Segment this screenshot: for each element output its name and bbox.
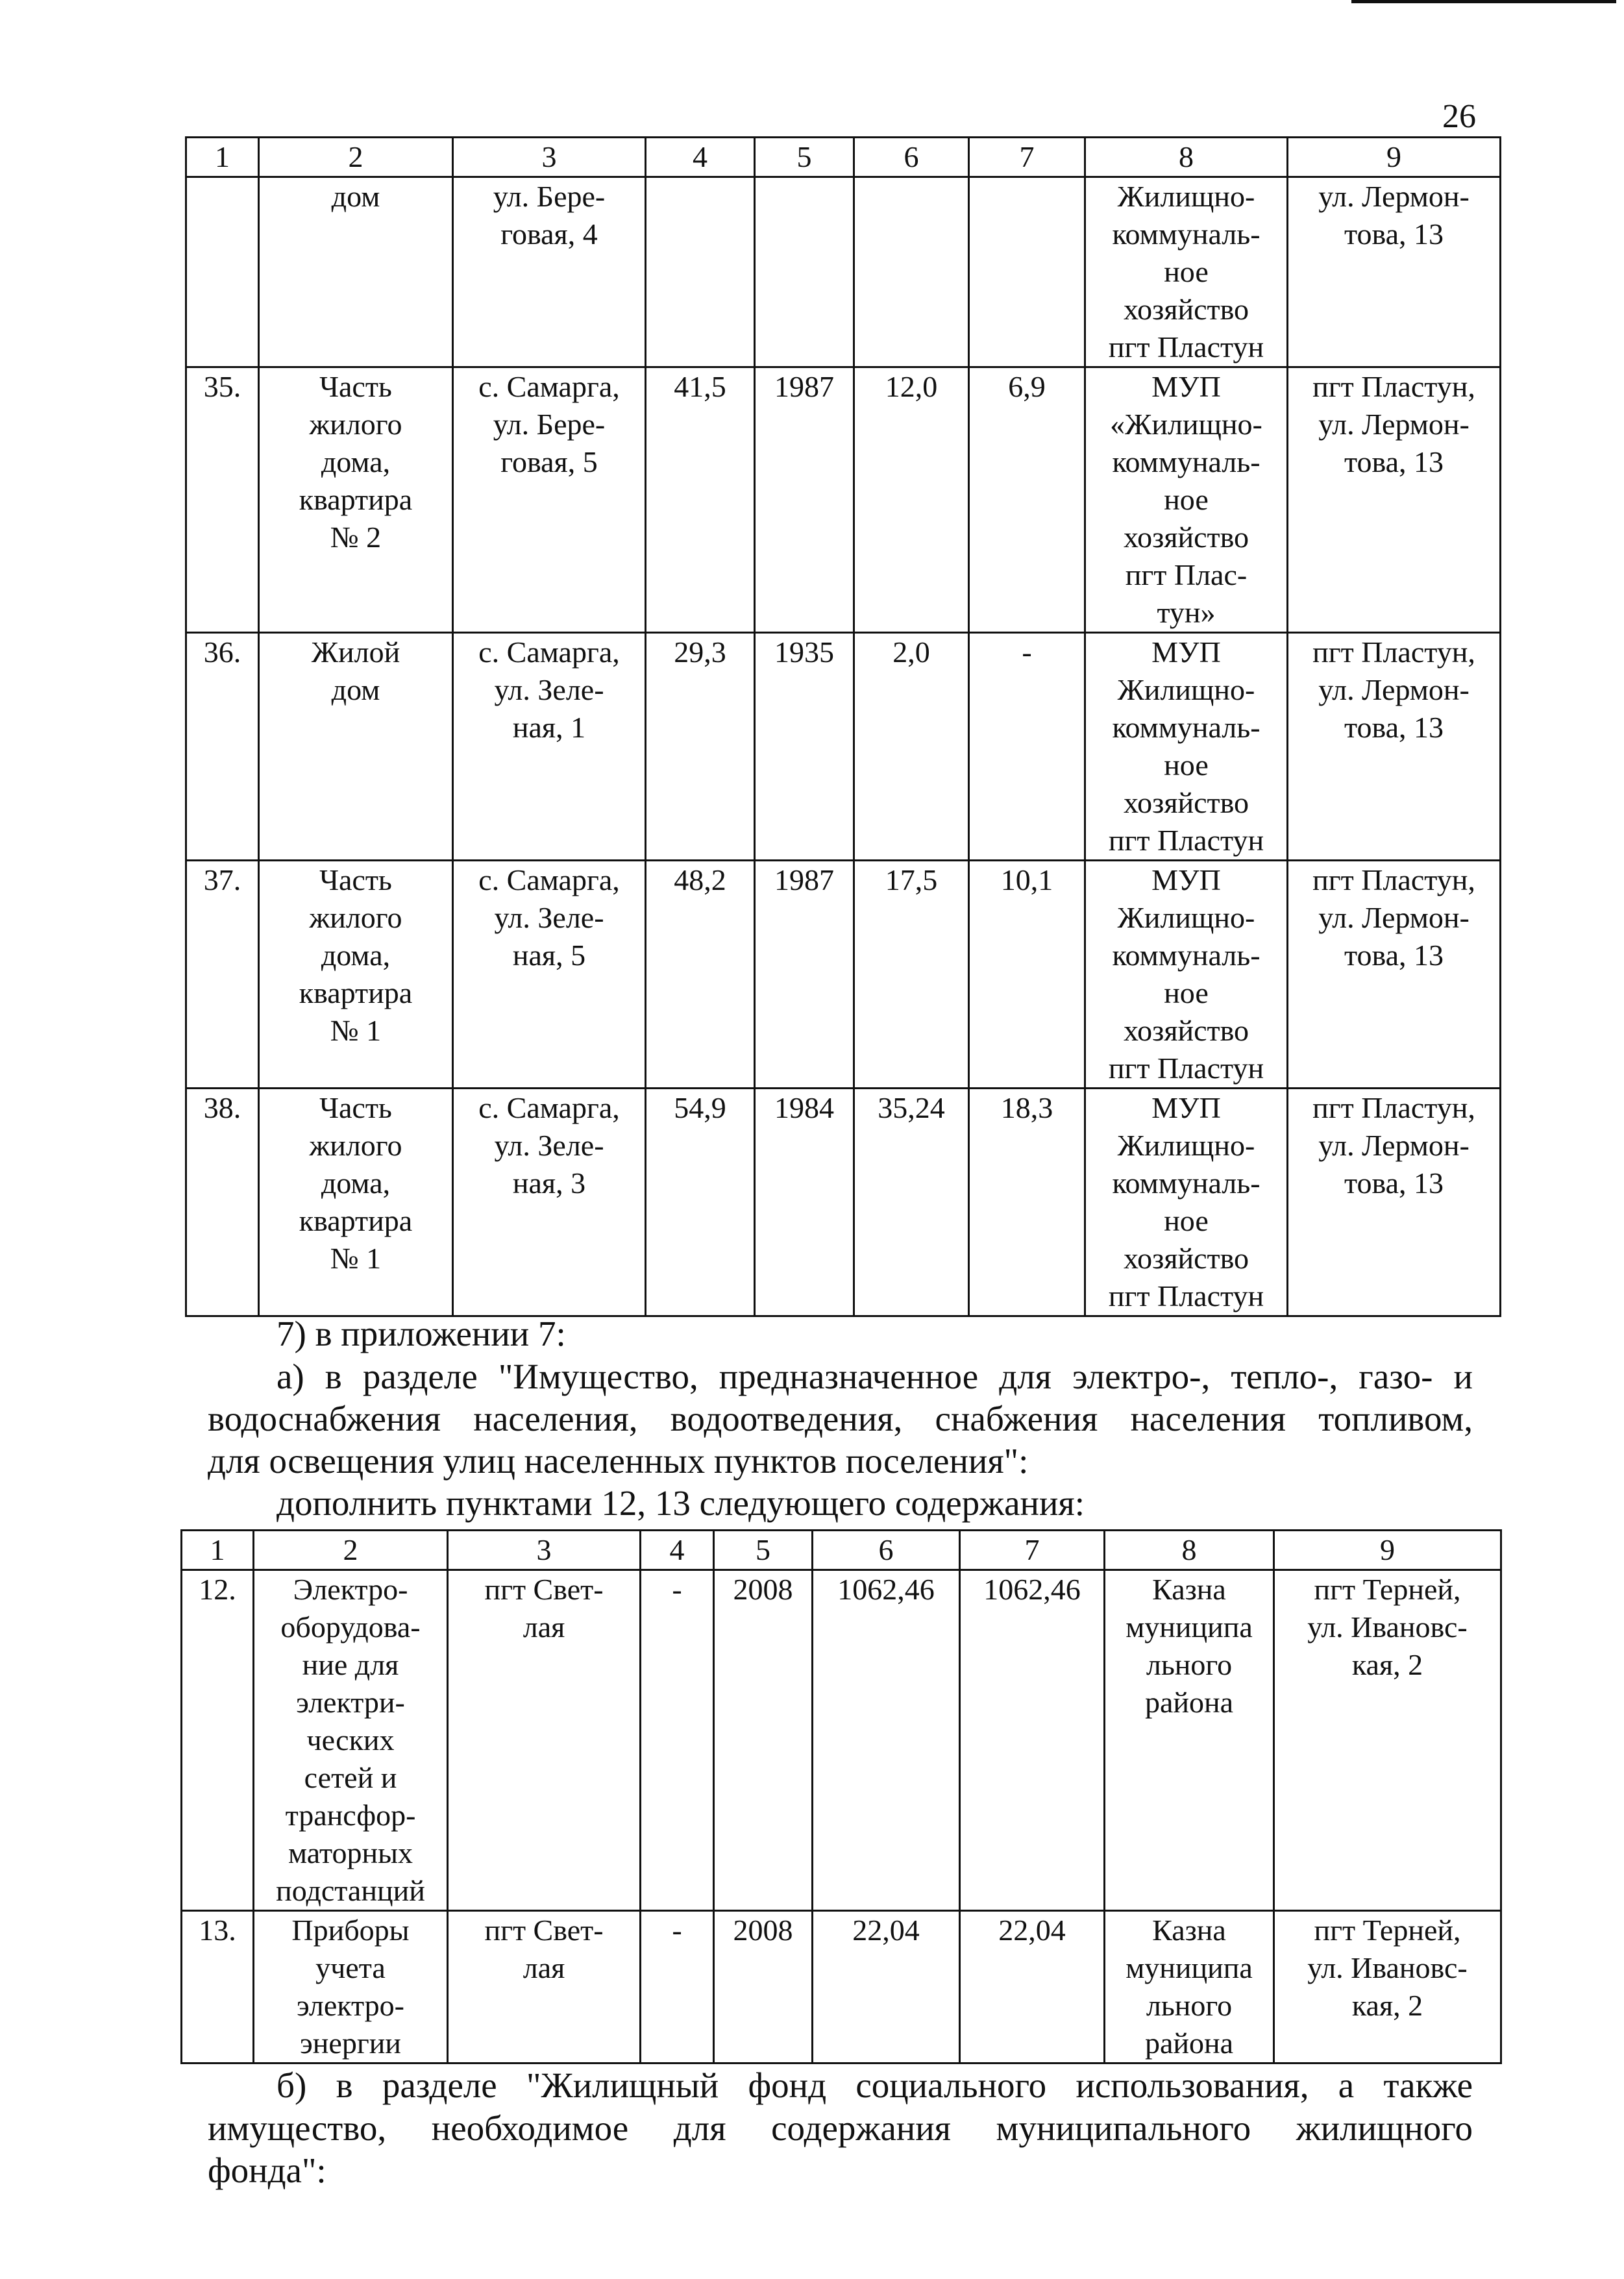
cell-book-value (854, 1089, 969, 1316)
cell-text-line: лая (523, 1610, 565, 1644)
cell-year (714, 1570, 813, 1911)
cell-text-line: ное (1164, 483, 1209, 516)
cell-text-line: энергии (300, 2026, 401, 2060)
cell-text-line: 10,1 (1000, 863, 1053, 896)
cell-text-line: кая, 2 (1351, 1648, 1423, 1681)
cell-address (453, 367, 646, 633)
cell-text-line: ул. Зеле- (494, 901, 604, 934)
cell-text-line: дом (331, 673, 380, 706)
column-number-cell: 9 (1288, 138, 1501, 177)
cell-holder-address (1288, 177, 1501, 367)
cell-text-line: хозяйство (1123, 293, 1249, 326)
column-number-cell: 2 (259, 138, 453, 177)
cell-object-name (254, 1570, 448, 1911)
cell-text-line: пгт Пластун, (1312, 1091, 1475, 1124)
cell-text-line: хозяйство (1123, 786, 1249, 819)
cell-book-value (854, 367, 969, 633)
cell-text-line: маторных (288, 1836, 413, 1869)
cell-residual-value (969, 367, 1085, 633)
cell-residual-value (960, 1570, 1105, 1911)
cell-text-line: муниципа (1126, 1951, 1253, 1984)
cell-holder-address (1288, 367, 1501, 633)
cell-text-line: № 2 (330, 521, 382, 554)
cell-year (755, 1089, 854, 1316)
cell-holder-address (1274, 1911, 1501, 2063)
cell-text-line: 1062,46 (983, 1573, 1081, 1606)
cell-text-line: Жилищно- (1117, 901, 1255, 934)
table-row (186, 1089, 1501, 1316)
column-number-cell: 4 (646, 138, 755, 177)
column-number-cell: 5 (714, 1531, 813, 1570)
cell-text-line: жилого (309, 408, 402, 441)
cell-text-line: МУП (1151, 370, 1221, 403)
cell-object-name (254, 1911, 448, 2063)
cell-text-line: ная, 3 (512, 1166, 586, 1200)
cell-text-line: коммуналь- (1112, 217, 1261, 251)
cell-text-line: района (1144, 2026, 1234, 2060)
cell-holder (1085, 177, 1288, 367)
cell-text-line: лая (523, 1951, 565, 1984)
column-number-header-row (186, 138, 1501, 177)
cell-holder-address (1274, 1570, 1501, 1911)
cell-text-line: ное (1164, 1204, 1209, 1237)
cell-address (453, 861, 646, 1089)
cell-year (755, 633, 854, 861)
column-number-cell: 7 (960, 1531, 1105, 1570)
cell-text-line: № 1 (330, 1014, 382, 1047)
cell-item-number (182, 1570, 254, 1911)
cell-address (448, 1570, 641, 1911)
cell-text-line: ная, 1 (512, 711, 586, 744)
cell-address (448, 1911, 641, 2063)
table-row (186, 633, 1501, 861)
cell-area (641, 1911, 714, 2063)
column-number-cell: 3 (448, 1531, 641, 1570)
cell-holder-address (1288, 1089, 1501, 1316)
cell-holder (1085, 367, 1288, 633)
cell-text-line: пгт Пластун, (1312, 863, 1475, 896)
cell-text-line: Жилищно- (1117, 673, 1255, 706)
column-number-cell: 1 (186, 138, 259, 177)
cell-text-line: 35. (203, 370, 241, 403)
cell-text-line: 1987 (774, 370, 834, 403)
cell-text-line: коммуналь- (1112, 445, 1261, 478)
cell-text-line: 18,3 (1000, 1091, 1053, 1124)
cell-book-value (813, 1570, 960, 1911)
cell-text-line: 13. (199, 1914, 236, 1947)
cell-text-line: 35,24 (878, 1091, 945, 1124)
cell-holder-address (1288, 633, 1501, 861)
cell-text-line: Жилой (311, 635, 400, 669)
item-7-heading: 7) в приложении 7: (277, 1314, 566, 1353)
cell-area (646, 1089, 755, 1316)
cell-item-number (186, 177, 259, 367)
column-number-header-row (182, 1531, 1501, 1570)
cell-item-number (186, 861, 259, 1089)
subitem-a-line-1: а) в разделе "Имущество, предназначенное для электро-, тепло-, газо- и (277, 1357, 1473, 1396)
cell-text-line: 1984 (774, 1091, 834, 1124)
column-number-cell: 4 (641, 1531, 714, 1570)
property-table-utilities (180, 1529, 1502, 2064)
cell-text-line: Казна (1152, 1914, 1226, 1947)
cell-text-line: Жилищно- (1117, 1129, 1255, 1162)
cell-text-line: говая, 4 (500, 217, 598, 251)
cell-address (453, 177, 646, 367)
cell-text-line: сетей и (304, 1761, 397, 1794)
subitem-b-line-1: б) в разделе "Жилищный фонд социального использования, а также (277, 2065, 1473, 2105)
cell-text-line: 41,5 (674, 370, 726, 403)
column-number-cell: 5 (755, 138, 854, 177)
cell-year (714, 1911, 813, 2063)
cell-text-line: ул. Лермон- (1318, 408, 1470, 441)
supplement-instruction: дополнить пунктами 12, 13 следующего содержания: (277, 1483, 1085, 1523)
page-number: 26 (1442, 98, 1476, 135)
cell-text-line: жилого (309, 1129, 402, 1162)
cell-text-line: Часть (319, 1091, 392, 1124)
cell-text-line: ул. Лермон- (1318, 180, 1470, 213)
cell-text-line: кая, 2 (1351, 1989, 1423, 2022)
cell-text-line: квартира (299, 976, 413, 1009)
cell-text-line: Казна (1152, 1573, 1226, 1606)
cell-text-line: 12,0 (885, 370, 938, 403)
cell-text-line: муниципа (1126, 1610, 1253, 1644)
cell-text-line: коммуналь- (1112, 939, 1261, 972)
cell-text-line: ул. Ивановс- (1307, 1951, 1468, 1984)
cell-text-line: 2,0 (892, 635, 930, 669)
cell-text-line: пгт Терней, (1314, 1914, 1461, 1947)
cell-text-line: Приборы (291, 1914, 410, 1947)
cell-text-line: Часть (319, 370, 392, 403)
cell-text-line: дома, (321, 939, 391, 972)
cell-text-line: Электро- (293, 1573, 408, 1606)
cell-text-line: ное (1164, 255, 1209, 288)
cell-text-line: 37. (203, 863, 241, 896)
column-number-cell: 1 (182, 1531, 254, 1570)
cell-text-line: 22,04 (852, 1914, 920, 1947)
cell-book-value (813, 1911, 960, 2063)
cell-text-line: пгт Плас- (1125, 558, 1248, 591)
cell-text-line: пгт Пластун, (1312, 370, 1475, 403)
cell-text-line: 17,5 (885, 863, 938, 896)
cell-object-name (259, 861, 453, 1089)
subitem-a-line-3: для освещения улиц населенных пунктов поселения": (208, 1441, 1029, 1481)
cell-object-name (259, 367, 453, 633)
cell-area (641, 1570, 714, 1911)
cell-text-line: пгт Пластун (1108, 1052, 1264, 1085)
cell-text-line: ул. Ивановс- (1307, 1610, 1468, 1644)
cell-text-line: с. Самарга, (478, 370, 620, 403)
cell-text-line: хозяйство (1123, 521, 1249, 554)
cell-year (755, 861, 854, 1089)
cell-text-line: тун» (1157, 596, 1216, 629)
cell-text-line: говая, 5 (500, 445, 598, 478)
cell-text-line: МУП (1151, 863, 1221, 896)
cell-object-name (259, 633, 453, 861)
cell-text-line: льного (1146, 1989, 1233, 2022)
cell-text-line: пгт Пластун (1108, 330, 1264, 363)
cell-text-line: - (672, 1914, 682, 1947)
cell-text-line: с. Самарга, (478, 1091, 620, 1124)
cell-residual-value (969, 177, 1085, 367)
cell-text-line: ное (1164, 748, 1209, 782)
column-number-cell: 6 (854, 138, 969, 177)
subitem-b-line-3: фонда": (208, 2150, 326, 2190)
column-number-cell: 2 (254, 1531, 448, 1570)
cell-text-line: пгт Пластун, (1312, 635, 1475, 669)
cell-holder (1105, 1570, 1274, 1911)
cell-text-line: ческих (306, 1723, 395, 1756)
cell-text-line: това, 13 (1344, 217, 1444, 251)
cell-text-line: учета (315, 1951, 386, 1984)
cell-text-line: 2008 (733, 1573, 793, 1606)
cell-text-line: пгт Терней, (1314, 1573, 1461, 1606)
cell-text-line: пгт Свет- (484, 1573, 604, 1606)
scan-edge-line (1351, 0, 1616, 3)
cell-text-line: ул. Лермон- (1318, 673, 1470, 706)
cell-item-number (186, 1089, 259, 1316)
cell-text-line: с. Самарга, (478, 863, 620, 896)
cell-text-line: дом (331, 180, 380, 213)
table-row (186, 177, 1501, 367)
subitem-b-line-2: имущество, необходимое для содержания муниципального жилищного (208, 2108, 1473, 2148)
cell-text-line: ное (1164, 976, 1209, 1009)
cell-holder-address (1288, 861, 1501, 1089)
cell-text-line: льного (1146, 1648, 1233, 1681)
cell-text-line: дома, (321, 1166, 391, 1200)
cell-text-line: ул. Зеле- (494, 673, 604, 706)
cell-text-line: 36. (203, 635, 241, 669)
cell-year (755, 177, 854, 367)
cell-text-line: Жилищно- (1117, 180, 1255, 213)
column-number-cell: 6 (813, 1531, 960, 1570)
cell-text-line: ул. Бере- (493, 180, 606, 213)
cell-text-line: пгт Пластун (1108, 824, 1264, 857)
cell-text-line: 48,2 (674, 863, 726, 896)
cell-text-line: 6,9 (1008, 370, 1046, 403)
property-table-housing (185, 136, 1501, 1317)
cell-book-value (854, 177, 969, 367)
cell-area (646, 367, 755, 633)
cell-text-line: ние для (302, 1648, 399, 1681)
cell-text-line: № 1 (330, 1242, 382, 1275)
cell-text-line: ул. Лермон- (1318, 1129, 1470, 1162)
cell-text-line: ная, 5 (512, 939, 586, 972)
cell-text-line: пгт Свет- (484, 1914, 604, 1947)
cell-residual-value (960, 1911, 1105, 2063)
cell-book-value (854, 633, 969, 861)
cell-text-line: Часть (319, 863, 392, 896)
cell-text-line: 2008 (733, 1914, 793, 1947)
cell-text-line: ул. Зеле- (494, 1129, 604, 1162)
cell-text-line: коммуналь- (1112, 1166, 1261, 1200)
cell-text-line: дома, (321, 445, 391, 478)
cell-text-line: хозяйство (1123, 1242, 1249, 1275)
cell-area (646, 633, 755, 861)
cell-object-name (259, 1089, 453, 1316)
table-row (186, 367, 1501, 633)
cell-year (755, 367, 854, 633)
cell-address (453, 1089, 646, 1316)
cell-residual-value (969, 633, 1085, 861)
cell-text-line: ул. Лермон- (1318, 901, 1470, 934)
cell-text-line: 1987 (774, 863, 834, 896)
table-row (186, 861, 1501, 1089)
cell-item-number (182, 1911, 254, 2063)
cell-area (646, 177, 755, 367)
column-number-cell: 8 (1105, 1531, 1274, 1570)
cell-holder (1085, 1089, 1288, 1316)
cell-text-line: 22,04 (998, 1914, 1066, 1947)
table-row (182, 1911, 1501, 2063)
cell-holder (1105, 1911, 1274, 2063)
cell-area (646, 861, 755, 1089)
cell-text-line: подстанций (276, 1874, 425, 1907)
cell-text-line: това, 13 (1344, 445, 1444, 478)
table-row (182, 1570, 1501, 1911)
cell-text-line: 54,9 (674, 1091, 726, 1124)
cell-text-line: района (1144, 1686, 1234, 1719)
column-number-cell: 9 (1274, 1531, 1501, 1570)
cell-text-line: жилого (309, 901, 402, 934)
cell-text-line: электри- (296, 1686, 405, 1719)
cell-text-line: 38. (203, 1091, 241, 1124)
cell-text-line: това, 13 (1344, 1166, 1444, 1200)
cell-residual-value (969, 861, 1085, 1089)
cell-book-value (854, 861, 969, 1089)
cell-holder (1085, 633, 1288, 861)
cell-text-line: 29,3 (674, 635, 726, 669)
cell-item-number (186, 367, 259, 633)
cell-text-line: оборудова- (280, 1610, 421, 1644)
cell-text-line: МУП (1151, 1091, 1221, 1124)
cell-text-line: МУП (1151, 635, 1221, 669)
subitem-a-line-2: водоснабжения населения, водоотведения, снабжения населения топливом, (208, 1399, 1473, 1438)
cell-address (453, 633, 646, 861)
cell-holder (1085, 861, 1288, 1089)
cell-text-line: 1062,46 (837, 1573, 935, 1606)
cell-object-name (259, 177, 453, 367)
cell-text-line: трансфор- (285, 1799, 416, 1832)
cell-text-line: това, 13 (1344, 711, 1444, 744)
cell-text-line: квартира (299, 1204, 413, 1237)
cell-item-number (186, 633, 259, 861)
cell-text-line: квартира (299, 483, 413, 516)
cell-text-line: 1935 (774, 635, 834, 669)
column-number-cell: 3 (453, 138, 646, 177)
cell-text-line: това, 13 (1344, 939, 1444, 972)
cell-text-line: «Жилищно- (1110, 408, 1262, 441)
cell-text-line: с. Самарга, (478, 635, 620, 669)
cell-text-line: пгт Пластун (1108, 1279, 1264, 1312)
cell-text-line: - (1022, 635, 1032, 669)
cell-text-line: - (672, 1573, 682, 1606)
cell-residual-value (969, 1089, 1085, 1316)
cell-text-line: хозяйство (1123, 1014, 1249, 1047)
cell-text-line: электро- (296, 1989, 404, 2022)
cell-text-line: 12. (199, 1573, 236, 1606)
column-number-cell: 8 (1085, 138, 1288, 177)
cell-text-line: коммуналь- (1112, 711, 1261, 744)
column-number-cell: 7 (969, 138, 1085, 177)
cell-text-line: ул. Бере- (493, 408, 606, 441)
